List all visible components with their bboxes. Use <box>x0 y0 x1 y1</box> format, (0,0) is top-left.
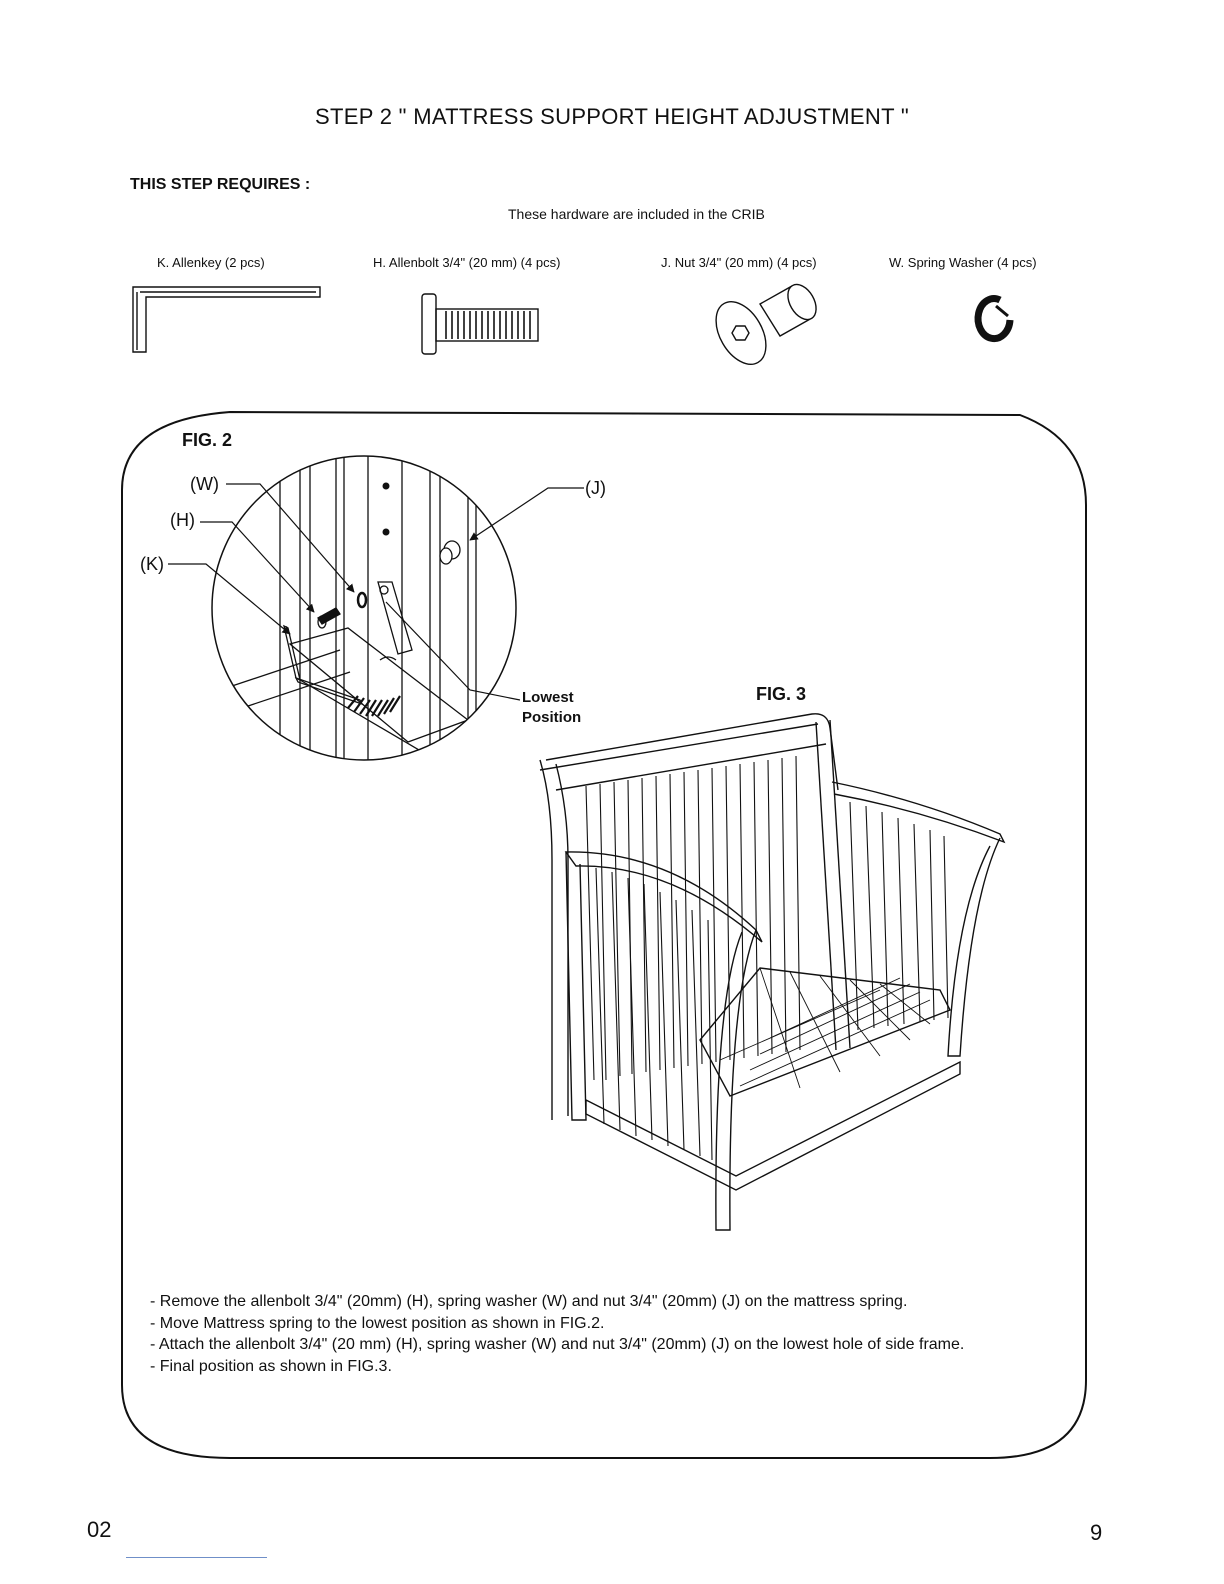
instruction-item: - Remove the allenbolt 3/4" (20mm) (H), spring washer (W) and nut 3/4" (20mm) (J) on the mattress spring. <box>150 1293 908 1310</box>
fig2-label: FIG. 2 <box>182 430 233 450</box>
requires-heading: THIS STEP REQUIRES : <box>130 176 311 193</box>
lowest-line-2: Position <box>522 709 582 726</box>
allen-key-icon <box>133 287 320 352</box>
fig2-detail-circle <box>212 440 516 780</box>
instruction-item: - Final position as shown in FIG.3. <box>150 1357 392 1375</box>
included-note: These hardware are included in the CRIB <box>508 206 765 222</box>
instruction-item: - Move Mattress spring to the lowest position as shown in FIG.2. <box>150 1314 605 1332</box>
callout-k: (K) <box>140 554 164 574</box>
fig3-crib-illustration <box>540 714 1004 1230</box>
callout-h: (H) <box>170 510 195 530</box>
callout-j: (J) <box>585 478 606 498</box>
hardware-label-allen-bolt: H. Allenbolt 3/4" (20 mm) (4 pcs) <box>373 255 561 270</box>
hardware-label-nut: J. Nut 3/4" (20 mm) (4 pcs) <box>661 255 817 270</box>
hardware-label-allen-key: K. Allenkey (2 pcs) <box>157 255 265 270</box>
instructions-list <box>150 1291 964 1377</box>
callout-w: (W) <box>190 474 219 494</box>
lowest-position-label <box>522 688 581 728</box>
page-number: 9 <box>1090 1520 1103 1545</box>
footer-left-number: 02 <box>87 1517 112 1542</box>
hardware-label-spring-washer: W. Spring Washer (4 pcs) <box>889 255 1037 270</box>
footer-divider <box>126 1557 267 1558</box>
page-title: STEP 2 " MATTRESS SUPPORT HEIGHT ADJUSTMENT " <box>315 104 909 129</box>
lowest-line-1: Lowest <box>522 689 574 706</box>
fig3-label: FIG. 3 <box>756 684 807 704</box>
allen-bolt-icon <box>422 294 538 354</box>
spring-washer-icon <box>978 299 1010 339</box>
instruction-item: - Attach the allenbolt 3/4" (20 mm) (H), spring washer (W) and nut 3/4" (20mm) (J) on the lowest hole of side frame. <box>150 1336 965 1353</box>
barrel-nut-icon <box>706 280 822 373</box>
